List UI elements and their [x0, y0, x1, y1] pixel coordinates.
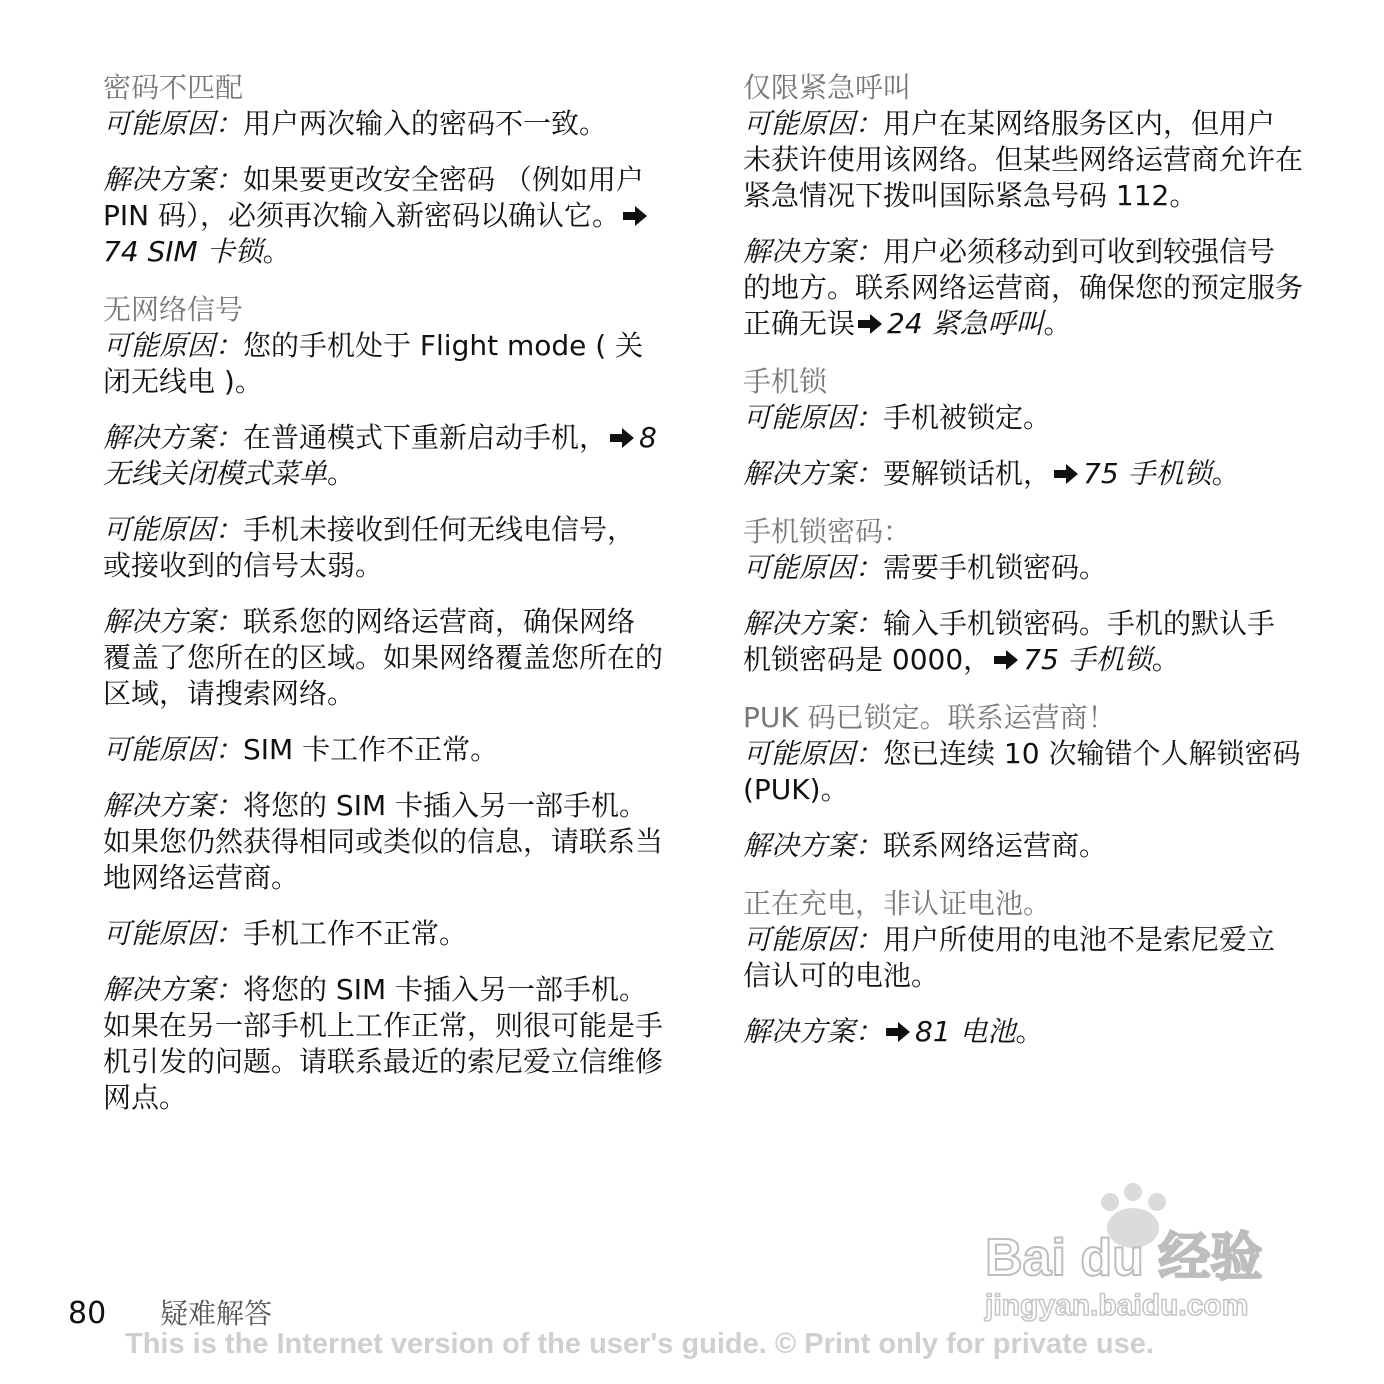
solution-label: 解决方案：: [103, 163, 244, 196]
cause-text: SIM 卡工作不正常。: [243, 733, 499, 766]
solution-paragraph: [103, 162, 663, 270]
footer-note: This is the Internet version of the user's guide. © Print only for private use.: [125, 1328, 1154, 1360]
section-heading: PUK 码已锁定。联系运营商！: [743, 701, 1116, 734]
page-reference-link[interactable]: 74 SIM 卡锁: [103, 235, 263, 268]
solution-text: 将您的 SIM 卡插入另一部手机。如果您仍然获得相同或类似的信息，请联系当地网络运营商。: [103, 789, 664, 894]
cause-label: 可能原因：: [743, 737, 884, 770]
cause-text: 需要手机锁密码。: [883, 551, 1108, 584]
cause-text: 用户两次输入的密码不一致。: [243, 107, 608, 140]
cause-paragraph: [103, 106, 663, 142]
solution-text: 在普通模式下重新启动手机，: [243, 421, 608, 454]
solution-label: 解决方案：: [103, 973, 244, 1006]
page-reference-link[interactable]: 8 无线关闭模式菜单: [103, 421, 657, 490]
solution-label: 解决方案：: [743, 235, 884, 268]
cause-text: 手机工作不正常。: [243, 917, 468, 950]
page-number: 80: [68, 1296, 107, 1331]
section-heading: 正在充电，非认证电池。: [743, 887, 1052, 920]
cause-text: 手机未接收到任何无线电信号，或接收到的信号太弱。: [103, 513, 636, 582]
solution-label: 解决方案：: [743, 1015, 884, 1048]
cause-label: 可能原因：: [103, 329, 244, 362]
arrow-right-icon: [609, 427, 635, 449]
baidu-jingyan-watermark: [975, 1180, 1305, 1330]
reference-punctuation: 。: [327, 457, 356, 490]
cause-text: 用户在某网络服务区内，但用户未获许使用该网络。但某些网络运营商允许在紧急情况下拨叫国际紧急号码 112。: [743, 107, 1304, 212]
cause-text: 您的手机处于 Flight mode ( 关闭无线电 )。: [103, 329, 644, 398]
solution-text: 将您的 SIM 卡插入另一部手机。如果在另一部手机上工作正常，则很可能是手机引发的问题。请联系最近的索尼爱立信维修网点。: [103, 973, 664, 1114]
section-title: 疑难解答: [160, 1297, 273, 1330]
solution-paragraph: [743, 828, 1303, 864]
reference-punctuation: 。: [1211, 457, 1240, 490]
section-heading: 密码不匹配: [103, 71, 244, 104]
section-heading: 仅限紧急呼叫: [743, 71, 912, 104]
arrow-right-icon: [857, 313, 883, 335]
solution-paragraph: [103, 788, 663, 896]
cause-label: 可能原因：: [743, 923, 884, 956]
solution-label: 解决方案：: [743, 829, 884, 862]
solution-paragraph: [743, 606, 1303, 678]
cause-label: 可能原因：: [103, 513, 244, 546]
cause-text: 用户所使用的电池不是索尼爱立信认可的电池。: [743, 923, 1276, 992]
cause-paragraph: [103, 916, 663, 952]
watermark-url: jingyan.baidu.com: [985, 1289, 1249, 1322]
cause-label: 可能原因：: [743, 401, 884, 434]
cause-paragraph: [743, 736, 1303, 808]
solution-label: 解决方案：: [103, 605, 244, 638]
cause-paragraph: [743, 106, 1303, 214]
page-reference-link[interactable]: 75 手机锁: [1083, 457, 1212, 490]
solution-label: 解决方案：: [743, 607, 884, 640]
page-reference-link[interactable]: 75 手机锁: [1023, 643, 1152, 676]
cause-label: 可能原因：: [103, 917, 244, 950]
solution-text: 用户必须移动到可收到较强信号的地方。联系网络运营商，确保您的预定服务正确无误: [743, 235, 1304, 340]
cause-paragraph: [103, 732, 663, 768]
solution-label: 解决方案：: [103, 421, 244, 454]
right-column: [743, 70, 1303, 1050]
cause-paragraph: [103, 328, 663, 400]
arrow-right-icon: [885, 1021, 911, 1043]
cause-paragraph: [103, 512, 663, 584]
left-column: [103, 70, 663, 1116]
reference-punctuation: 。: [1015, 1015, 1044, 1048]
section-heading: 手机锁密码：: [743, 515, 912, 548]
solution-text: 如果要更改安全密码 （例如用户 PIN 码），必须再次输入新密码以确认它。: [103, 163, 644, 232]
solution-label: 解决方案：: [743, 457, 884, 490]
arrow-right-icon: [1053, 463, 1079, 485]
cause-label: 可能原因：: [103, 107, 244, 140]
cause-label: 可能原因：: [103, 733, 244, 766]
cause-text: 手机被锁定。: [883, 401, 1052, 434]
arrow-right-icon: [622, 205, 648, 227]
cause-paragraph: [743, 922, 1303, 994]
cause-label: 可能原因：: [743, 107, 884, 140]
solution-paragraph: [103, 972, 663, 1116]
watermark-brand: Bai du 经验: [985, 1229, 1263, 1287]
solution-paragraph: [103, 420, 663, 492]
reference-punctuation: 。: [262, 235, 291, 268]
solution-paragraph: [743, 1014, 1303, 1050]
section-heading: 无网络信号: [103, 293, 244, 326]
solution-paragraph: [743, 456, 1303, 492]
solution-text: 要解锁话机，: [883, 457, 1052, 490]
arrow-right-icon: [993, 649, 1019, 671]
solution-paragraph: [103, 604, 663, 712]
cause-label: 可能原因：: [743, 551, 884, 584]
cause-paragraph: [743, 550, 1303, 586]
page-reference-link[interactable]: 81 电池: [915, 1015, 1016, 1048]
reference-punctuation: 。: [1151, 643, 1180, 676]
solution-text: 联系网络运营商。: [883, 829, 1108, 862]
solution-paragraph: [743, 234, 1303, 342]
solution-label: 解决方案：: [103, 789, 244, 822]
reference-punctuation: 。: [1043, 307, 1072, 340]
page-reference-link[interactable]: 24 紧急呼叫: [887, 307, 1044, 340]
solution-text: 联系您的网络运营商，确保网络覆盖了您所在的区域。如果网络覆盖您所在的区域，请搜索网络。: [103, 605, 664, 710]
cause-text: 您已连续 10 次输错个人解锁密码 (PUK)。: [743, 737, 1301, 806]
cause-paragraph: [743, 400, 1303, 436]
solution-text: 输入手机锁密码。手机的默认手机锁密码是 0000，: [743, 607, 1276, 676]
section-heading: 手机锁: [743, 365, 828, 398]
